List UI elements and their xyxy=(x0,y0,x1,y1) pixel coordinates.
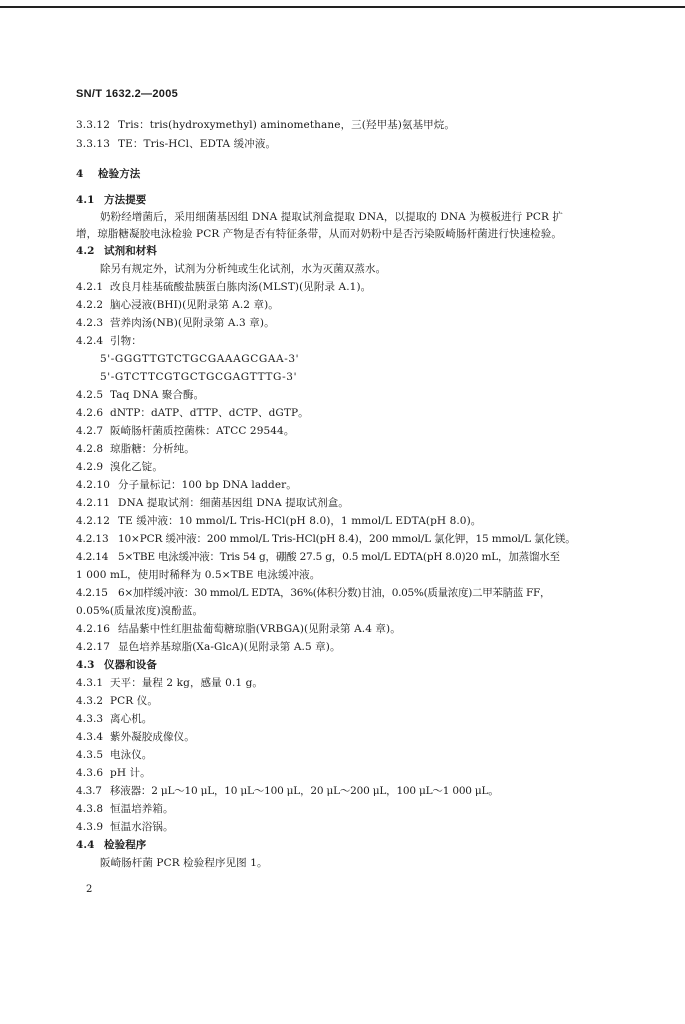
section-title: 检验方法 xyxy=(98,168,141,180)
clause-text: 脑心浸液(BHI)(见附录第 A.2 章)。 xyxy=(110,299,279,311)
paragraph-line: 阪崎肠杆菌 PCR 检验程序见图 1。 xyxy=(100,857,268,869)
clause-4-2-14 xyxy=(76,550,560,564)
clause-number: 4.3.4 xyxy=(76,731,104,743)
clause-4-2-17 xyxy=(76,640,341,654)
clause-text: 琼脂糖：分析纯。 xyxy=(110,443,195,455)
page-number: 2 xyxy=(86,884,93,895)
clause-4-2-15 xyxy=(76,586,550,600)
clause-text: 天平：量程 2 kg，感量 0.1 g。 xyxy=(110,677,264,689)
clause-number: 4.2.8 xyxy=(76,443,104,455)
clause-text: 显色培养基琼脂(Xa-GlcA)(见附录第 A.5 章)。 xyxy=(118,641,341,653)
clause-number: 4.2.7 xyxy=(76,425,104,437)
clause-number: 4.2.12 xyxy=(76,515,110,527)
clause-4-2-1 xyxy=(76,280,371,294)
clause-4-2-4 xyxy=(76,334,142,348)
paragraph-line: 增，琼脂糖凝胶电泳检验 PCR 产物是否有特征条带，从而对奶粉中是否污染阪崎肠杆菌进行快速检验。 xyxy=(76,228,562,240)
clause-4-3-2 xyxy=(76,694,158,708)
clause-text: 营养肉汤(NB)(见附录第 A.3 章)。 xyxy=(110,317,275,329)
clause-text: 恒温培养箱。 xyxy=(110,803,174,815)
clause-4-2-12 xyxy=(76,514,481,528)
clause-number: 4.2.4 xyxy=(76,335,104,347)
paragraph-line: 奶粉经增菌后，采用细菌基因组 DNA 提取试剂盒提取 DNA，以提取的 DNA 为模板进行 PCR 扩 xyxy=(100,211,564,223)
clause-number: 3.3.12 xyxy=(76,119,110,131)
clause-number: 4.3.9 xyxy=(76,821,104,833)
clause-number: 4.3.6 xyxy=(76,767,104,779)
clause-text: TE 缓冲液：10 mmol/L Tris-HCl(pH 8.0)，1 mmol/L EDTA(pH 8.0)。 xyxy=(118,515,482,527)
top-rule xyxy=(0,6,685,8)
clause-4-3-6 xyxy=(76,766,151,780)
clause-4-2-7 xyxy=(76,424,294,438)
clause-4-2-9 xyxy=(76,460,163,474)
clause-text: TE：Tris-HCl、EDTA 缓冲液。 xyxy=(118,138,277,150)
clause-text: Taq DNA 聚合酶。 xyxy=(110,389,205,401)
clause-number: 4.3.8 xyxy=(76,803,104,815)
clause-4-3-9 xyxy=(76,820,174,834)
clause-number: 4.2.3 xyxy=(76,317,104,329)
clause-text: DNA 提取试剂：细菌基因组 DNA 提取试剂盒。 xyxy=(118,497,349,509)
clause-title: 仪器和设备 xyxy=(104,659,157,671)
clause-text: 离心机。 xyxy=(110,713,153,725)
clause-4-2-5 xyxy=(76,388,204,402)
clause-4-2-10 xyxy=(76,478,297,492)
clause-4-3-1 xyxy=(76,676,263,690)
clause-number: 4.3 xyxy=(76,659,95,671)
clause-text: 溴化乙锭。 xyxy=(110,461,163,473)
clause-number: 4.2.5 xyxy=(76,389,104,401)
clause-number: 4.2 xyxy=(76,245,95,257)
clause-number: 4.2.10 xyxy=(76,479,110,491)
clause-text: PCR 仪。 xyxy=(110,695,158,707)
clause-number: 4.3.2 xyxy=(76,695,104,707)
clause-text: 分子量标记：100 bp DNA ladder。 xyxy=(118,479,297,491)
clause-text: dNTP：dATP、dTTP、dCTP、dGTP。 xyxy=(110,407,309,419)
clause-4-2-3 xyxy=(76,316,275,330)
section-4-heading xyxy=(76,167,140,181)
clause-number: 3.3.13 xyxy=(76,138,110,150)
clause-number: 4.2.2 xyxy=(76,299,104,311)
clause-text: 紫外凝胶成像仪。 xyxy=(110,731,195,743)
clause-4-2-11 xyxy=(76,496,349,510)
clause-text: 改良月桂基硫酸盐胰蛋白胨肉汤(MLST)(见附录 A.1)。 xyxy=(110,281,372,293)
clause-number: 4.2.14 xyxy=(76,551,109,563)
clause-title: 方法提要 xyxy=(104,194,147,206)
clause-text: 恒温水浴锅。 xyxy=(110,821,174,833)
clause-4-2-13 xyxy=(76,532,576,546)
clause-text: pH 计。 xyxy=(110,767,151,779)
clause-number: 4.2.17 xyxy=(76,641,110,653)
clause-number: 4.1 xyxy=(76,194,95,206)
clause-number: 4.2.16 xyxy=(76,623,110,635)
clause-number: 4.3.5 xyxy=(76,749,104,761)
paragraph-line: 1 000 mL，使用时稀释为 0.5×TBE 电泳缓冲液。 xyxy=(76,569,321,581)
clause-text: Tris：tris(hydroxymethyl) aminomethane，三(羟甲基)氨基甲烷。 xyxy=(118,119,455,131)
clause-number: 4.2.13 xyxy=(76,533,109,545)
section-number: 4 xyxy=(76,168,84,180)
clause-title: 检验程序 xyxy=(104,839,147,851)
clause-text: 引物： xyxy=(110,335,142,347)
clause-4-4-heading xyxy=(76,838,146,852)
clause-number: 4.2.11 xyxy=(76,497,110,509)
primer-forward: 5'-GGGTTGTCTGCGAAAGCGAA-3' xyxy=(100,353,300,365)
clause-number: 4.3.3 xyxy=(76,713,104,725)
primer-reverse: 5'-GTCTTCGTGCTGCGAGTTTG-3' xyxy=(100,371,298,383)
paragraph-line: 0.05%(质量浓度)溴酚蓝。 xyxy=(76,605,204,617)
clause-4-2-2 xyxy=(76,298,279,312)
clause-number: 4.3.7 xyxy=(76,785,102,797)
clause-4-3-7 xyxy=(76,784,499,798)
clause-number: 4.3.1 xyxy=(76,677,104,689)
clause-4-3-3 xyxy=(76,712,152,726)
clause-text: 电泳仪。 xyxy=(110,749,153,761)
clause-4-3-8 xyxy=(76,802,174,816)
clause-4-2-heading xyxy=(76,244,157,258)
clause-4-3-5 xyxy=(76,748,152,762)
clause-number: 4.2.1 xyxy=(76,281,104,293)
clause-4-2-6 xyxy=(76,406,309,420)
clause-text: 移液器：2 μL～10 μL，10 μL～100 μL，20 μL～200 μL，100 μL～1 000 μL。 xyxy=(110,785,499,797)
clause-4-3-4 xyxy=(76,730,195,744)
clause-text: 10×PCR 缓冲液：200 mmol/L Tris-HCl(pH 8.4)，200 mmol/L 氯化钾，15 mmol/L 氯化镁。 xyxy=(118,533,576,545)
clause-4-3-heading xyxy=(76,658,157,672)
clause-3-3-13 xyxy=(76,137,276,151)
clause-text: 阪崎肠杆菌质控菌株：ATCC 29544。 xyxy=(110,425,295,437)
clause-4-1-heading xyxy=(76,193,146,207)
clause-4-2-8 xyxy=(76,442,195,456)
clause-4-2-16 xyxy=(76,622,401,636)
paragraph-line: 除另有规定外，试剂为分析纯或生化试剂，水为灭菌双蒸水。 xyxy=(100,263,387,275)
standard-code: SN/T 1632.2—2005 xyxy=(76,88,179,100)
clause-number: 4.2.15 xyxy=(76,587,108,599)
clause-3-3-12 xyxy=(76,118,455,132)
clause-title: 试剂和材料 xyxy=(104,245,157,257)
clause-text: 结晶紫中性红胆盐葡萄糖琼脂(VRBGA)(见附录第 A.4 章)。 xyxy=(118,623,401,635)
clause-text: 5×TBE 电泳缓冲液：Tris 54 g，硼酸 27.5 g，0.5 mol/L EDTA(pH 8.0)20 mL，加蒸馏水至 xyxy=(118,551,560,563)
clause-text: 6×加样缓冲液：30 mmol/L EDTA，36%(体积分数)甘油，0.05%(质量浓度)二甲苯腈蓝 FF， xyxy=(118,587,551,599)
clause-number: 4.2.9 xyxy=(76,461,104,473)
clause-number: 4.4 xyxy=(76,839,95,851)
clause-number: 4.2.6 xyxy=(76,407,104,419)
